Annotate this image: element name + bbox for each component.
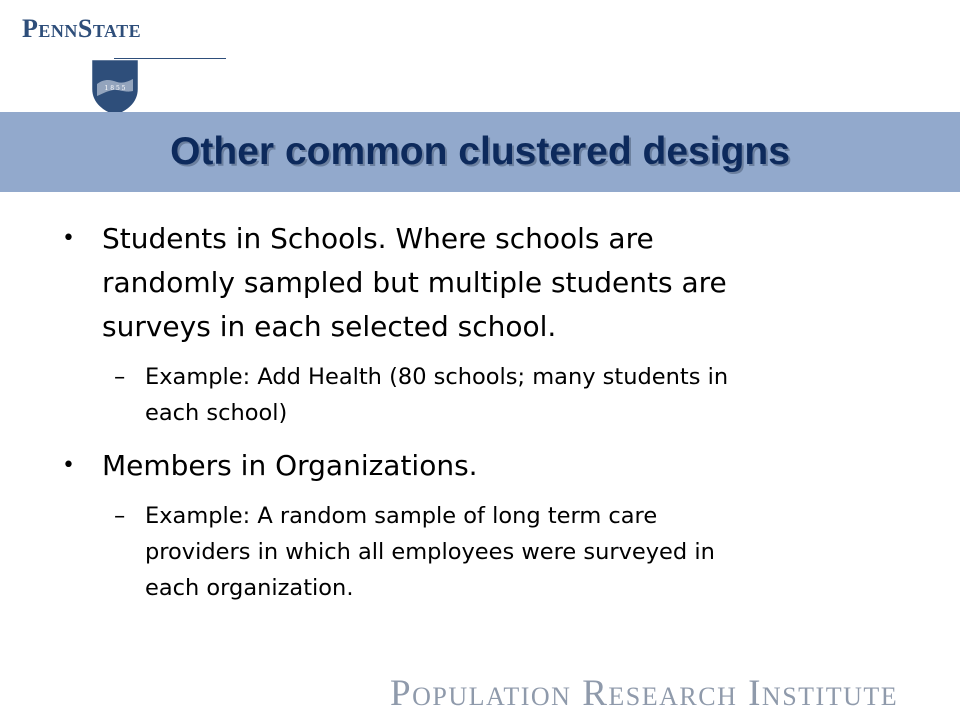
bullet-marker: • — [62, 226, 75, 251]
sub-bullet-marker: – — [114, 503, 126, 529]
svg-text:1 8 5 5: 1 8 5 5 — [104, 85, 126, 92]
logo-wordmark: PennState — [22, 14, 142, 43]
bullet-marker: • — [62, 453, 75, 478]
footer-institute-name: Population Research Institute — [390, 673, 899, 714]
sub-bullet-line: each organization. — [145, 575, 354, 601]
bullet-line: Members in Organizations. — [102, 449, 478, 482]
title-banner — [0, 112, 960, 192]
bullet-line: surveys in each selected school. — [102, 310, 557, 343]
sub-bullet-line: Example: A random sample of long term care — [145, 503, 658, 529]
bullet-line: Students in Schools. Where schools are — [102, 222, 654, 255]
sub-bullet-marker: – — [114, 364, 126, 390]
shield-icon — [91, 59, 139, 116]
sub-bullet-line: each school) — [145, 400, 288, 426]
pennstate-logo — [22, 14, 212, 106]
sub-bullet-line: providers in which all employees were surveyed in — [145, 539, 715, 565]
sub-bullet-line: Example: Add Health (80 schools; many students in — [145, 364, 729, 390]
bullet-line: randomly sampled but multiple students are — [102, 266, 727, 299]
slide-title: Other common clustered designs — [170, 130, 790, 173]
